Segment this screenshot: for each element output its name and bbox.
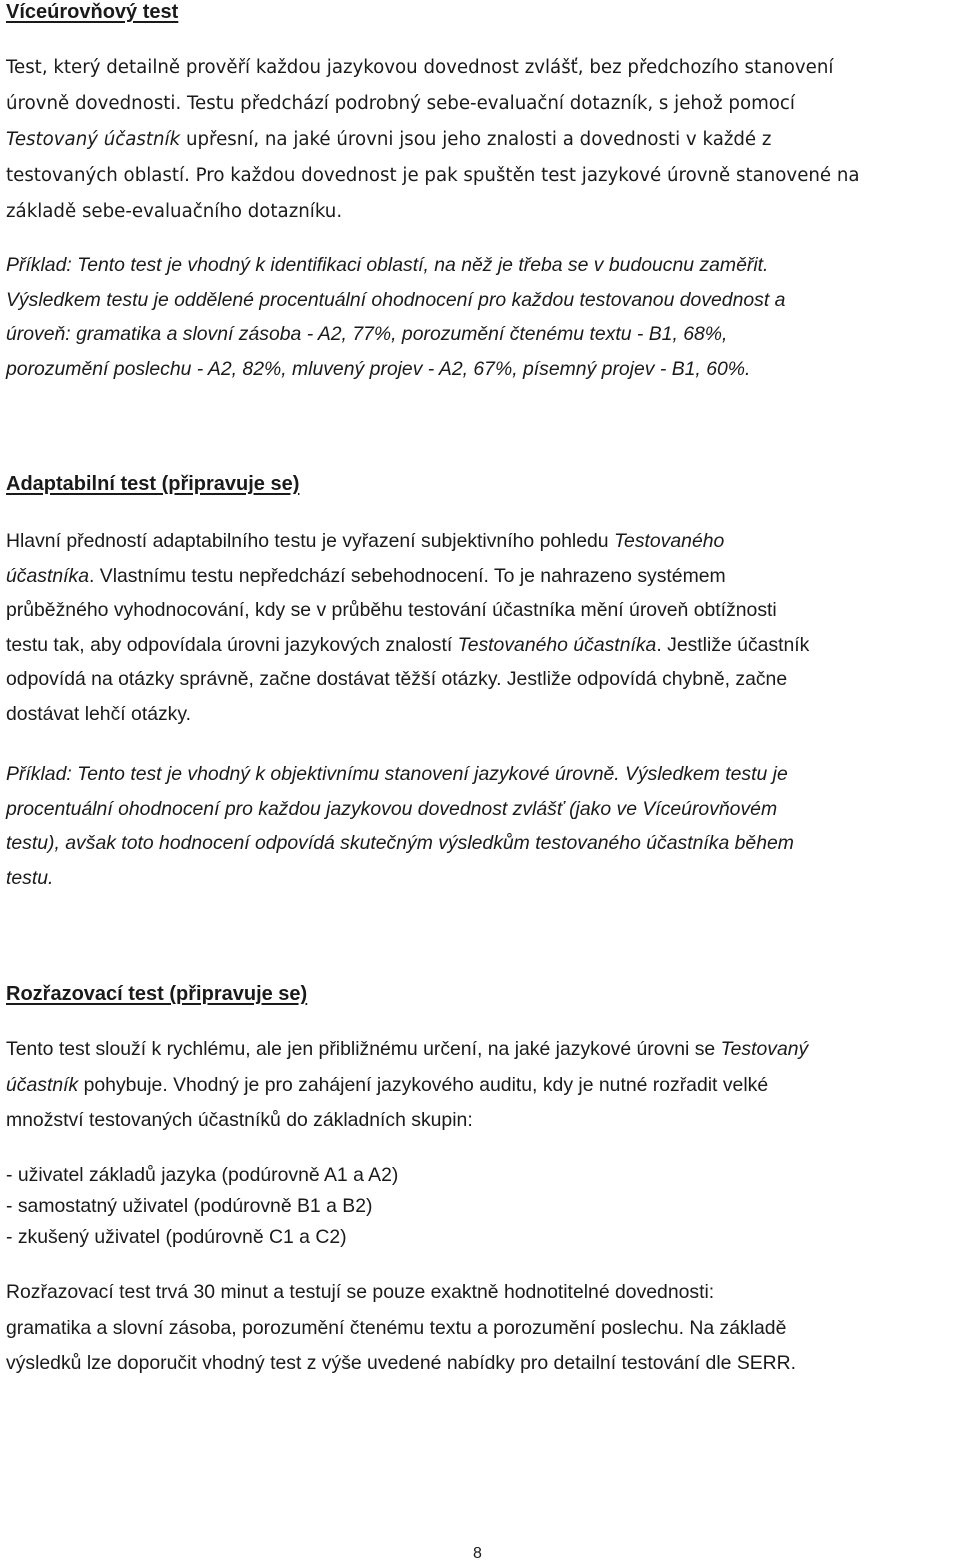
text-line: dostávat lehčí otázky.: [6, 702, 192, 725]
paragraph-adaptabilni-intro: [6, 524, 956, 731]
list-item: - uživatel základů jazyka (podúrovně A1 a A2): [6, 1164, 399, 1186]
text-line: odpovídá na otázky správně, začne dostávat těžší otázky. Jestliže odpovídá chybně, začne: [6, 668, 788, 690]
text-line: procentuální ohodnocení pro každou jazykovou dovednost zvlášť (jako ve Víceúrovňovém: [6, 797, 778, 820]
paragraph-viceurovnovy-intro: [6, 50, 956, 230]
list-item: - zkušený uživatel (podúrovně C1 a C2): [6, 1226, 347, 1248]
text-line: Test, který detailně prověří každou jazykovou dovednost zvlášť, bez předchozího stanovení: [6, 57, 834, 78]
text-line: [6, 524, 956, 559]
text-line: Rozřazovací test trvá 30 minut a testují se pouze exaktně hodnotitelné dovednosti:: [6, 1281, 715, 1303]
text-line: úrovně dovednosti. Testu předchází podrobný sebe-evaluační dotazník, s jehož pomocí: [6, 93, 795, 114]
term-testovaneho: Testovaného: [613, 530, 725, 552]
text-fragment: testu tak, aby odpovídala úrovni jazykových znalostí: [6, 633, 458, 656]
text-line: [6, 122, 956, 158]
term-ucastnik: účastník: [6, 1073, 79, 1096]
text-line: [6, 1068, 956, 1104]
paragraph-rozrazovaci-details: [6, 1275, 956, 1382]
text-line: [6, 559, 956, 594]
text-line: základě sebe-evaluačního dotazníku.: [6, 201, 343, 222]
text-line: úroveň: gramatika a slovní zásoba - A2, 77%, porozumění čtenému textu - B1, 68%,: [6, 323, 728, 345]
text-fragment: . Vlastnímu testu nepředchází sebehodnocení. To je nahrazeno systémem: [89, 564, 726, 587]
text-fragment: Tento test slouží k rychlému, ale jen přibližnému určení, na jaké jazykové úrovni se: [6, 1038, 721, 1060]
text-line: průběžného vyhodnocování, kdy se v průběhu testování účastníka mění úroveň obtížnosti: [6, 599, 777, 621]
paragraph-rozrazovaci-intro: [6, 1032, 956, 1139]
text-line: množství testovaných účastníků do základních skupin:: [6, 1109, 473, 1131]
term-ucastnika: účastníka: [6, 564, 89, 587]
text-line: Výsledkem testu je oddělené procentuální ohodnocení pro každou testovanou dovednost a: [6, 288, 786, 311]
text-fragment: upřesní, na jaké úrovni jsou jeho znalosti a dovednosti v každé z: [180, 129, 772, 150]
text-line: testovaných oblastí. Pro každou dovednost je pak spuštěn test jazykové úrovně stanovené na: [6, 165, 860, 186]
level-list: [6, 1160, 956, 1253]
term-testovany-ucastnik: Testovaný účastník: [6, 129, 181, 150]
paragraph-viceurovnovy-example: [6, 248, 956, 386]
section-heading-rozrazovaci: Rozřazovací test (připravuje se): [6, 983, 308, 1005]
text-line: testu.: [6, 866, 54, 889]
term-testovany: Testovaný: [720, 1038, 809, 1060]
paragraph-adaptabilni-example: [6, 757, 956, 895]
section-heading-viceurovnovy: Víceúrovňový test: [6, 1, 179, 23]
text-fragment: . Jestliže účastník: [656, 633, 810, 656]
term-testovaneho-ucastnika: Testovaného účastníka: [457, 633, 657, 656]
text-line: testu), avšak toto hodnocení odpovídá skutečným výsledkům testovaného účastníka během: [6, 832, 794, 854]
text-line: gramatika a slovní zásoba, porozumění čtenému textu a porozumění poslechu. Na základě: [6, 1316, 787, 1339]
text-fragment: Hlavní předností adaptabilního testu je vyřazení subjektivního pohledu: [6, 530, 614, 552]
text-line: [6, 628, 956, 663]
text-fragment: pohybuje. Vhodný je pro zahájení jazykového auditu, kdy je nutné rozřadit velké: [78, 1073, 769, 1096]
section-heading-adaptabilni: Adaptabilní test (připravuje se): [6, 473, 300, 495]
text-line: Příklad: Tento test je vhodný k identifikaci oblastí, na něž je třeba se v budoucnu zaměřit.: [6, 254, 769, 276]
page-number: 8: [473, 1545, 482, 1562]
text-line: výsledků lze doporučit vhodný test z výše uvedené nabídky pro detailní testování dle SERR.: [6, 1352, 797, 1374]
text-line: [6, 1032, 956, 1068]
text-line: Příklad: Tento test je vhodný k objektivnímu stanovení jazykové úrovně. Výsledkem testu je: [6, 763, 788, 785]
text-line: porozumění poslechu - A2, 82%, mluvený projev - A2, 67%, písemný projev - B1, 60%.: [6, 357, 751, 380]
list-item: - samostatný uživatel (podúrovně B1 a B2): [6, 1195, 373, 1217]
